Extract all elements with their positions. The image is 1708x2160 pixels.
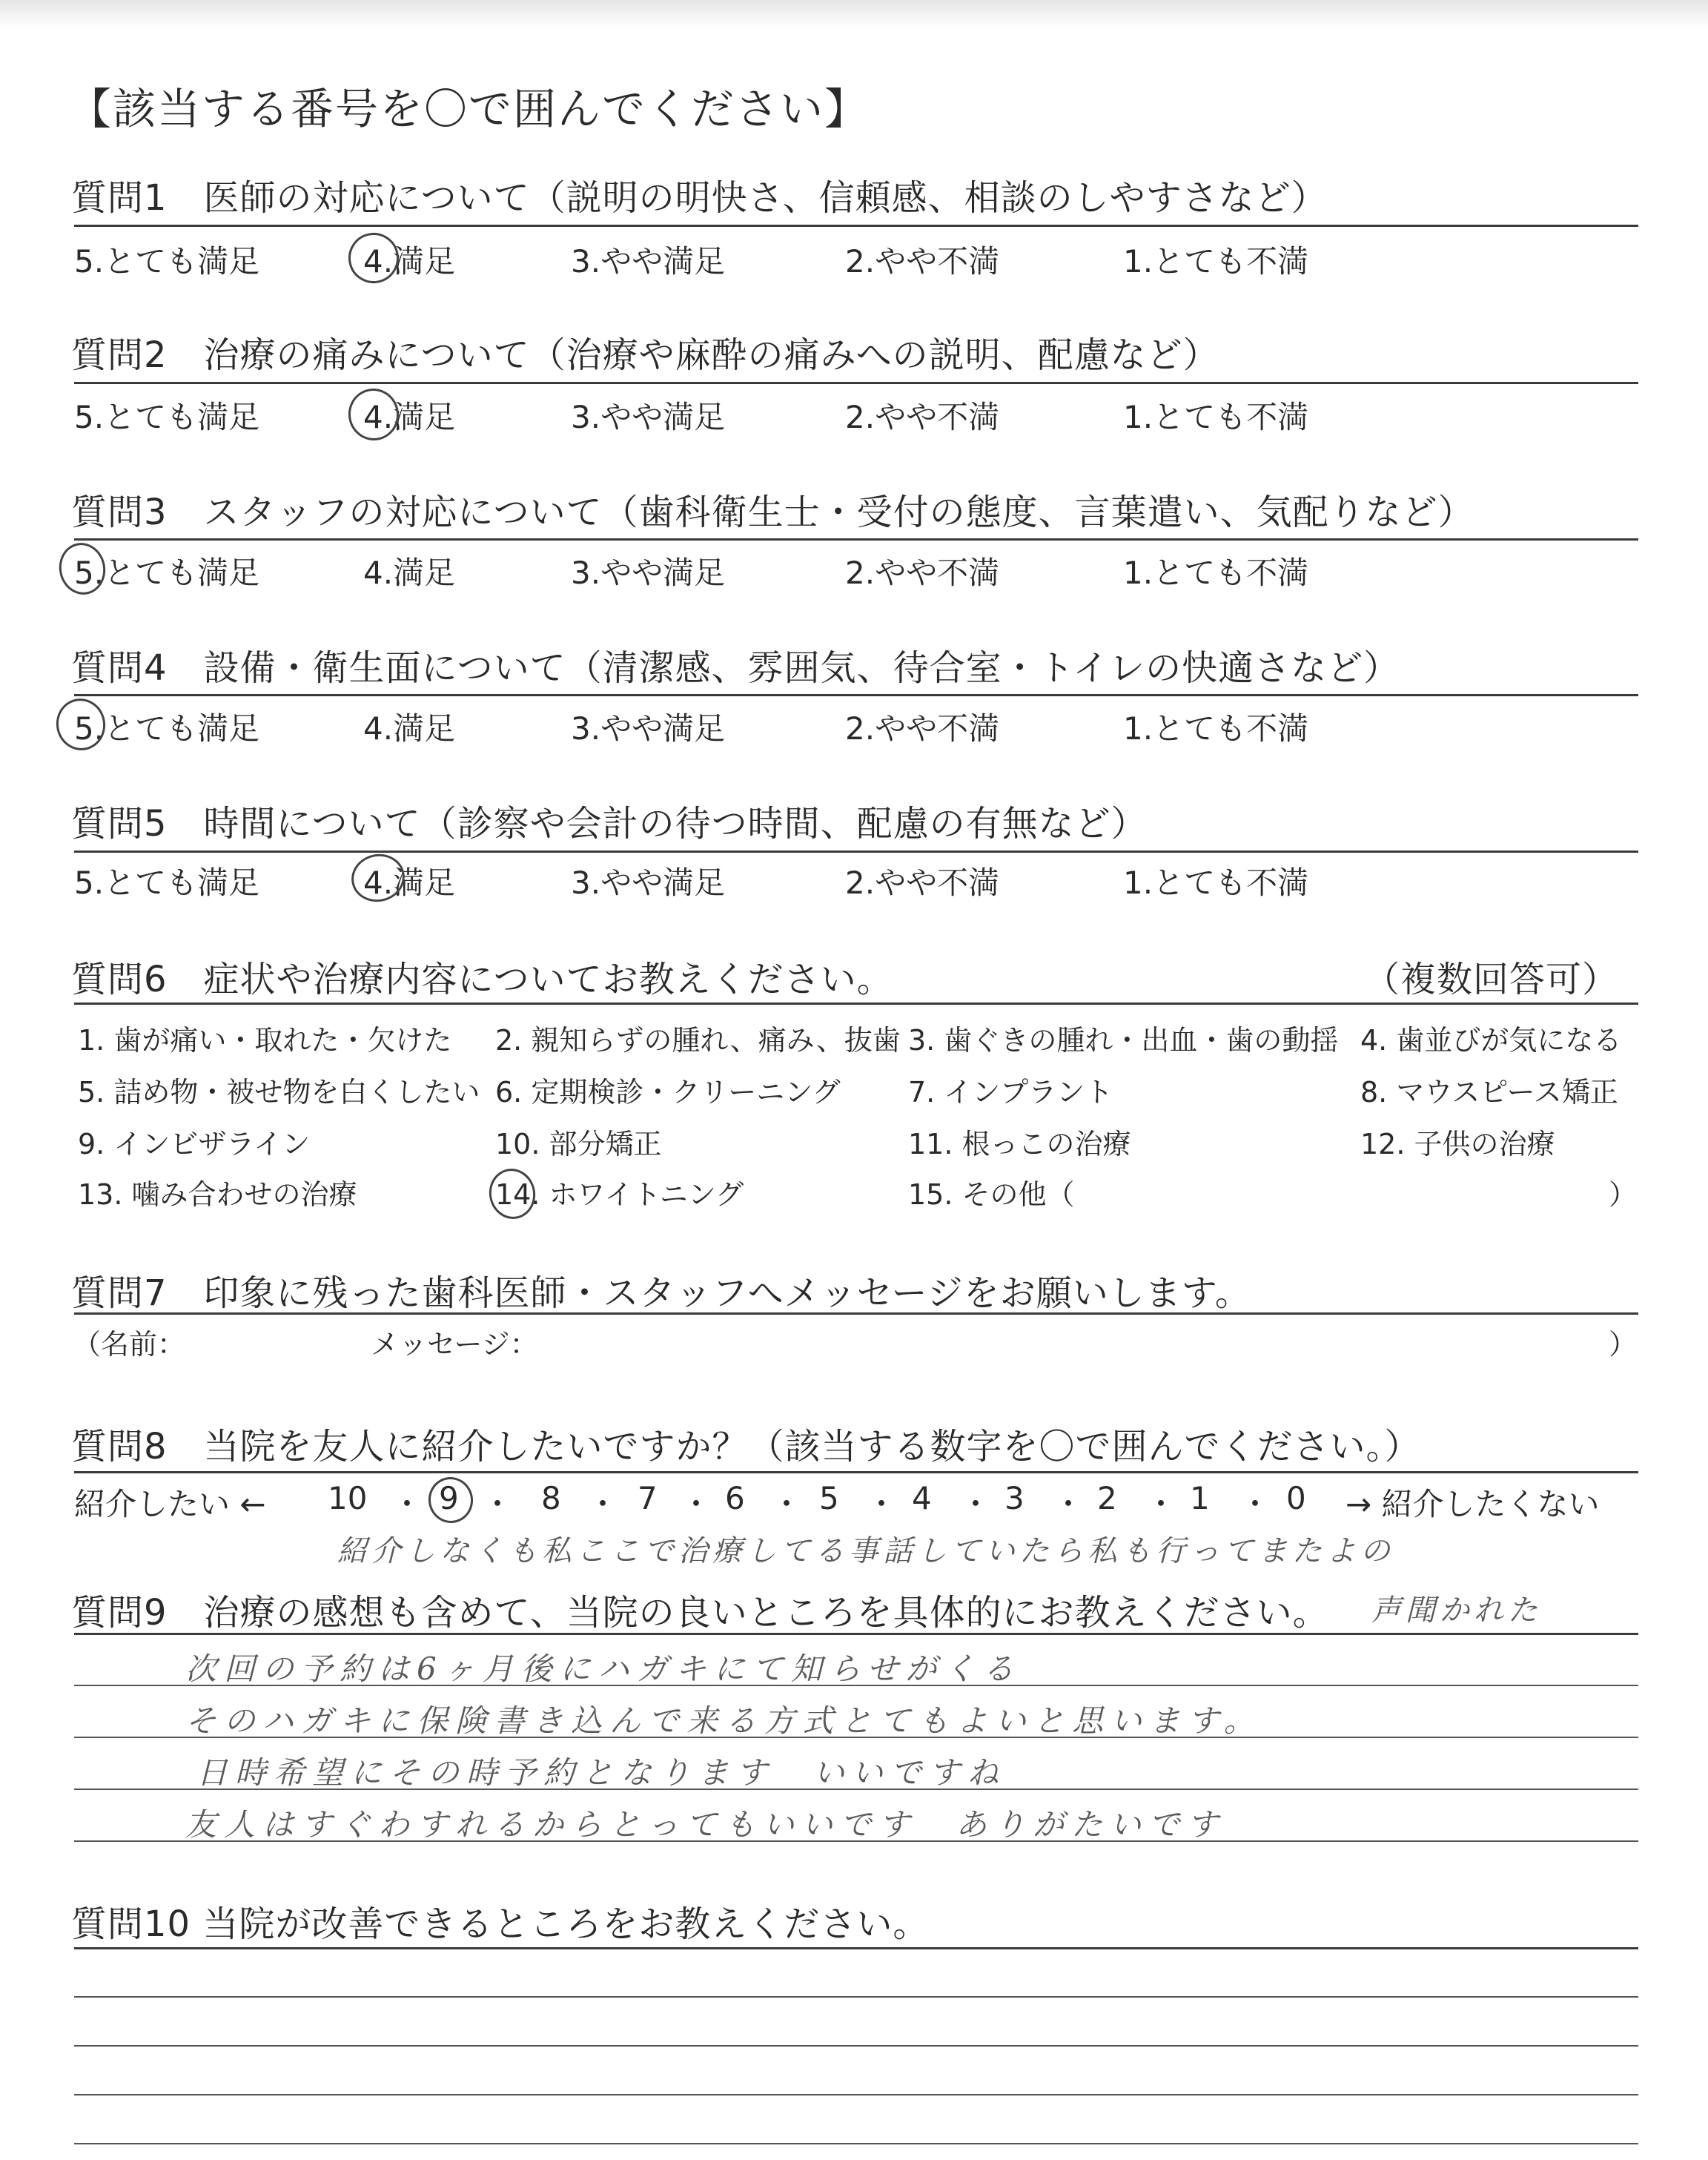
q4-option-5[interactable]: 5.とても満足 xyxy=(74,710,260,747)
q5-option-1[interactable]: 1.とても不満 xyxy=(1123,865,1309,901)
q9-handwritten-line: そのハガキに保険書き込んで来る方式とてもよいと思います。 xyxy=(185,1702,1262,1739)
question-6-rule xyxy=(74,1003,1638,1005)
q9-handwritten-line: 日時希望にその時予約となります いいですね xyxy=(196,1754,1007,1791)
q2-option-1[interactable]: 1.とても不満 xyxy=(1123,399,1309,435)
q3-option-3[interactable]: 3.やや満足 xyxy=(571,555,726,591)
question-9-title: 質問9 治療の感想も含めて、当院の良いところを具体的にお教えください。 xyxy=(71,1592,1329,1634)
question-4-title: 質問4 設備・衛生面について（清潔感、雰囲気、待合室・トイレの快適さなど） xyxy=(71,647,1400,689)
q6-item-6[interactable]: 6. 定期検診・クリーニング xyxy=(495,1076,841,1109)
q8-scale-sep: ・ xyxy=(681,1486,712,1522)
q8-scale-8[interactable]: 8 xyxy=(541,1480,561,1516)
question-9-rule xyxy=(74,1633,1638,1635)
q1-option-2[interactable]: 2.やや不満 xyxy=(845,243,1000,280)
question-2-title: 質問2 治療の痛みについて（治療や麻酔の痛みへの説明、配慮など） xyxy=(71,334,1219,376)
q3-option-1[interactable]: 1.とても不満 xyxy=(1123,555,1309,591)
q8-right-label: → 紹介したくない xyxy=(1345,1486,1600,1522)
q6-item-3[interactable]: 3. 歯ぐきの腫れ・出血・歯の動揺 xyxy=(908,1024,1339,1057)
q6-item-10[interactable]: 10. 部分矯正 xyxy=(495,1128,662,1160)
q1-option-3[interactable]: 3.やや満足 xyxy=(571,243,726,280)
q8-scale-sep: ・ xyxy=(587,1486,619,1522)
q4-option-1[interactable]: 1.とても不満 xyxy=(1123,710,1309,747)
q8-scale-sep: ・ xyxy=(960,1486,992,1522)
q4-option-4[interactable]: 4.満足 xyxy=(363,710,456,747)
question-3-rule xyxy=(74,538,1638,541)
q8-scale-9[interactable]: 9 xyxy=(439,1480,459,1516)
q7-name-label: （名前： xyxy=(73,1328,186,1361)
q8-scale-3[interactable]: 3 xyxy=(1004,1480,1025,1516)
q6-item-15[interactable]: 15. その他（ xyxy=(908,1178,1075,1211)
q8-scale-4[interactable]: 4 xyxy=(912,1480,932,1516)
q6-item-4[interactable]: 4. 歯並びが気になる xyxy=(1360,1024,1622,1057)
q1-option-4[interactable]: 4.満足 xyxy=(363,243,456,280)
question-2-rule xyxy=(74,382,1638,384)
q1-option-1[interactable]: 1.とても不満 xyxy=(1123,243,1309,280)
q6-item-14[interactable]: 14. ホワイトニング xyxy=(495,1178,744,1211)
q9-handwritten-title-note: 声聞かれた xyxy=(1371,1593,1542,1628)
page-heading: 【該当する番号を〇で囲んでください】 xyxy=(68,84,870,134)
question-5-title: 質問5 時間について（診察や会計の待つ時間、配慮の有無など） xyxy=(71,803,1148,845)
q6-item-1[interactable]: 1. 歯が痛い・取れた・欠けた xyxy=(78,1024,452,1057)
question-5-rule xyxy=(74,851,1638,853)
question-10-title: 質問10 当院が改善できるところをお教えください。 xyxy=(71,1903,930,1945)
q8-scale-2[interactable]: 2 xyxy=(1097,1480,1117,1516)
q6-item-13[interactable]: 13. 噛み合わせの治療 xyxy=(78,1178,357,1211)
q10-answer-line-3 xyxy=(74,2094,1638,2095)
q8-scale-7[interactable]: 7 xyxy=(638,1480,658,1516)
q4-option-2[interactable]: 2.やや不満 xyxy=(845,710,1000,747)
q6-item-8[interactable]: 8. マウスピース矯正 xyxy=(1360,1076,1618,1109)
q8-scale-sep: ・ xyxy=(482,1486,514,1522)
q8-scale-10[interactable]: 10 xyxy=(328,1480,368,1516)
q8-scale-1[interactable]: 1 xyxy=(1190,1480,1210,1516)
q5-option-2[interactable]: 2.やや不満 xyxy=(845,865,1000,901)
q6-item-9[interactable]: 9. インビザライン xyxy=(78,1128,311,1160)
question-1-rule xyxy=(74,225,1638,227)
q6-item-12[interactable]: 12. 子供の治療 xyxy=(1360,1128,1555,1160)
q8-scale-sep: ・ xyxy=(1053,1486,1085,1522)
q7-message-label: メッセージ： xyxy=(371,1328,538,1361)
question-4-rule xyxy=(74,694,1638,696)
q3-option-4[interactable]: 4.満足 xyxy=(363,555,456,591)
q5-option-4[interactable]: 4.満足 xyxy=(363,865,456,901)
question-7-rule xyxy=(74,1312,1638,1315)
q8-scale-6[interactable]: 6 xyxy=(725,1480,745,1516)
q10-answer-line-1 xyxy=(74,1996,1638,1998)
q2-option-2[interactable]: 2.やや不満 xyxy=(845,399,1000,435)
q8-scale-5[interactable]: 5 xyxy=(819,1480,839,1516)
q5-option-5[interactable]: 5.とても満足 xyxy=(74,865,260,901)
q8-scale-sep: ・ xyxy=(1239,1486,1271,1522)
q6-item-5[interactable]: 5. 詰め物・被せ物を白くしたい xyxy=(78,1076,480,1109)
q6-item-11[interactable]: 11. 根っこの治療 xyxy=(908,1128,1131,1160)
q6-item-15-close: ） xyxy=(1609,1178,1638,1211)
q8-circle-mark xyxy=(424,1473,477,1527)
q6-item-7[interactable]: 7. インプラント xyxy=(908,1076,1113,1109)
q2-option-3[interactable]: 3.やや満足 xyxy=(571,399,726,435)
q8-scale-sep: ・ xyxy=(866,1486,898,1522)
q2-option-5[interactable]: 5.とても満足 xyxy=(74,399,260,435)
q9-handwritten-line: 次回の予約は6ヶ月後にハガキにて知らせがくる xyxy=(185,1651,1022,1687)
question-7-title: 質問7 印象に残った歯科医師・スタッフへメッセージをお願いします。 xyxy=(71,1272,1251,1314)
question-6-title: 質問6 症状や治療内容についてお教えください。 xyxy=(71,959,893,1000)
q7-close: ） xyxy=(1609,1328,1638,1361)
q6-item-2[interactable]: 2. 親知らずの腫れ、痛み、抜歯 xyxy=(495,1024,901,1057)
question-6-note: （複数回答可） xyxy=(1364,959,1619,1000)
q8-handwritten-note: 紹介しなくも私ここで治療してる事話していたら私も行ってまたよの xyxy=(337,1534,1394,1568)
q1-option-5[interactable]: 5.とても満足 xyxy=(74,243,260,280)
q3-option-5[interactable]: 5.とても満足 xyxy=(74,555,260,591)
scan-top-edge xyxy=(0,0,1708,30)
question-8-title: 質問8 当院を友人に紹介したいですか？（該当する数字を〇で囲んでください。） xyxy=(71,1426,1421,1467)
q8-left-label: 紹介したい ← xyxy=(74,1486,266,1522)
q5-option-3[interactable]: 3.やや満足 xyxy=(571,865,726,901)
question-10-rule xyxy=(74,1947,1638,1949)
q2-option-4[interactable]: 4.満足 xyxy=(363,399,456,435)
q8-scale-sep: ・ xyxy=(391,1486,423,1522)
question-1-title: 質問1 医師の対応について（説明の明快さ、信頼感、相談のしやすさなど） xyxy=(71,177,1328,219)
q9-handwritten-line: 友人はすぐわすれるからとってもいいです ありがたいです xyxy=(185,1806,1226,1843)
question-8-rule xyxy=(74,1471,1638,1473)
q8-scale-sep: ・ xyxy=(771,1486,803,1522)
q10-answer-line-4 xyxy=(74,2143,1638,2144)
q8-scale-sep: ・ xyxy=(1145,1486,1177,1522)
q8-scale-0[interactable]: 0 xyxy=(1286,1480,1306,1516)
q4-option-3[interactable]: 3.やや満足 xyxy=(571,710,726,747)
question-3-title: 質問3 スタッフの対応について（歯科衛生士・受付の態度、言葉遣い、気配りなど） xyxy=(71,492,1474,533)
q3-option-2[interactable]: 2.やや不満 xyxy=(845,555,1000,591)
q10-answer-line-2 xyxy=(74,2045,1638,2047)
